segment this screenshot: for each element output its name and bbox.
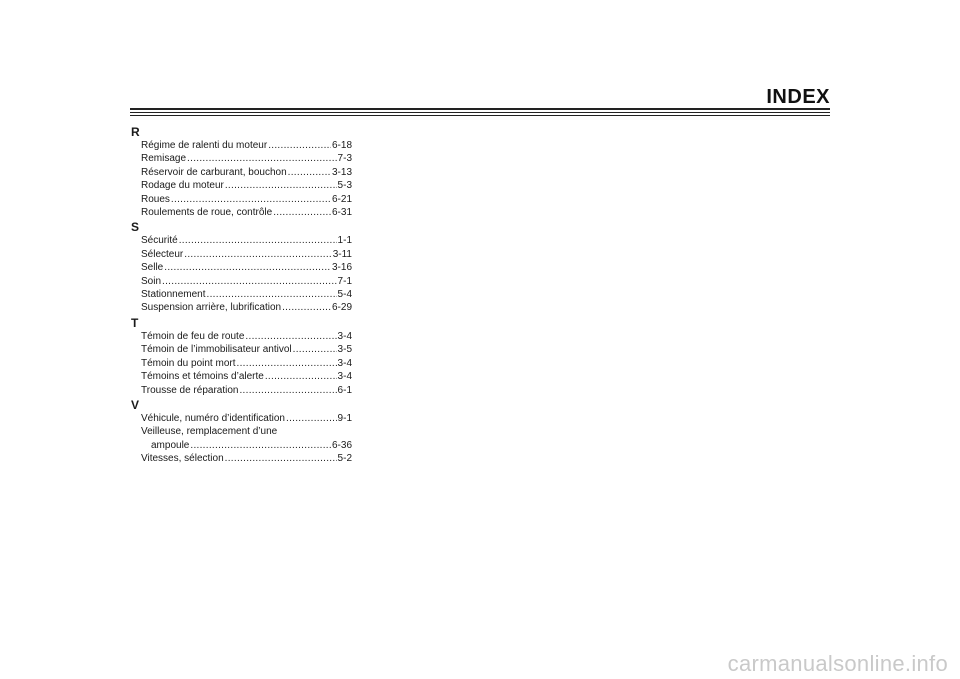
index-entry <box>131 166 352 179</box>
entry-page: 3-4 <box>337 357 352 369</box>
index-entry <box>131 248 352 261</box>
index-entry <box>131 152 352 165</box>
entry-page: 6-29 <box>331 302 352 314</box>
section-letter: V <box>131 397 140 412</box>
entry-text: Réservoir de carburant, bouchon <box>141 166 287 178</box>
entry-text: Selle <box>141 262 164 274</box>
index-entry <box>131 452 352 465</box>
index-entry <box>131 370 352 383</box>
index-entry <box>131 275 352 288</box>
entry-text: Rodage du moteur <box>141 180 224 192</box>
index-entry <box>131 139 352 152</box>
section-letter: R <box>131 125 140 139</box>
index-entry <box>131 179 352 192</box>
index-entry <box>131 234 352 247</box>
entry-text: ampoule <box>151 439 190 451</box>
entry-text: Roulements de roue, contrôle <box>141 207 273 219</box>
header-rule <box>130 115 830 116</box>
entry-text: Véhicule, numéro d’identification <box>141 412 285 424</box>
entry-text: Suspension arrière, lubrification <box>141 302 282 314</box>
entry-text: Témoin du point mort <box>141 357 236 369</box>
index-entry <box>131 412 352 425</box>
entry-text: Trousse de réparation <box>141 384 239 396</box>
entry-page: 7-1 <box>337 275 352 287</box>
index-entry <box>131 330 352 343</box>
entry-page: 3-4 <box>337 371 352 383</box>
index-entry <box>131 439 352 452</box>
entry-page: 3-4 <box>337 330 352 342</box>
index-column <box>131 124 352 466</box>
entry-page: 3-5 <box>337 344 352 356</box>
header-rule <box>130 108 830 110</box>
index-entry <box>131 343 352 356</box>
entry-page: 6-31 <box>331 207 352 219</box>
index-entry <box>131 193 352 206</box>
index-entry <box>131 357 352 370</box>
entry-text-line1: Veilleuse, remplacement d’une <box>141 426 278 438</box>
entry-page: 7-3 <box>337 153 352 165</box>
entry-page: 3-13 <box>331 166 352 178</box>
page-title: INDEX <box>766 86 830 108</box>
entry-text: Vitesses, sélection <box>141 453 224 465</box>
entry-text: Remisage <box>141 153 187 165</box>
entry-page: 5-3 <box>337 180 352 192</box>
entry-text: Régime de ralenti du moteur <box>141 140 268 151</box>
index-entry <box>131 261 352 274</box>
entry-text: Témoin de l’immobilisateur antivol <box>141 344 292 356</box>
entry-text: Sélecteur <box>141 248 184 260</box>
entry-text: Témoin de feu de route <box>141 330 245 342</box>
entry-page: 1-1 <box>337 235 352 247</box>
index-entry <box>131 384 352 397</box>
header-rule <box>130 112 830 113</box>
entry-page: 6-21 <box>331 193 352 205</box>
entry-text: Témoins et témoins d’alerte <box>141 371 264 383</box>
index-entry <box>131 288 352 301</box>
entry-text: Sécurité <box>141 235 178 247</box>
entry-page: 3-16 <box>331 262 352 274</box>
index-entry <box>131 206 352 219</box>
entry-text: Stationnement <box>141 289 206 301</box>
entry-page: 9-1 <box>337 412 352 424</box>
entry-text: Soin <box>141 275 162 287</box>
watermark: carmanualsonline.info <box>727 651 948 676</box>
entry-page: 5-2 <box>337 453 352 465</box>
entry-page: 6-1 <box>337 384 352 396</box>
entry-page: 6-36 <box>331 439 352 451</box>
entry-text: Roues <box>141 193 170 205</box>
entry-page: 3-11 <box>332 248 352 260</box>
entry-page: 6-18 <box>331 140 352 151</box>
section-letter: T <box>131 315 139 330</box>
section-letter: S <box>131 220 140 235</box>
entry-page: 5-4 <box>337 289 352 301</box>
index-entry <box>131 301 352 314</box>
